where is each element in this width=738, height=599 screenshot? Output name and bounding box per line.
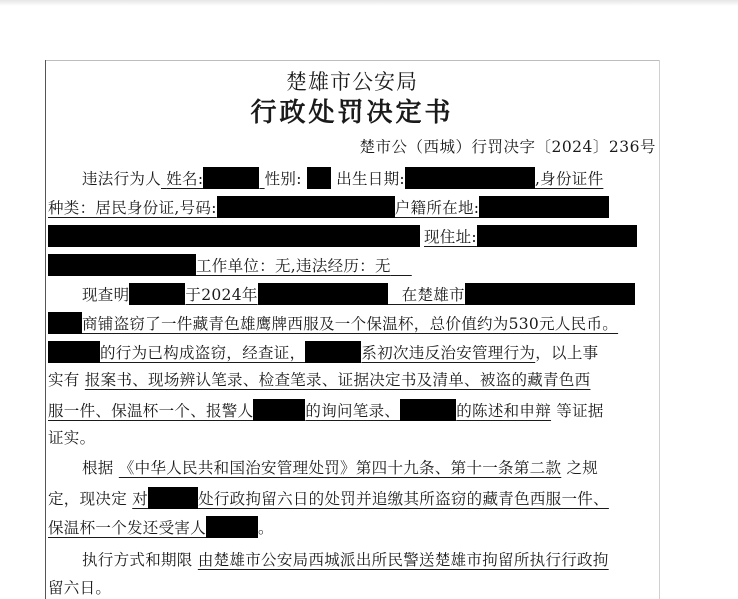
redaction-box — [258, 283, 388, 305]
text-segment: 系初次违反治安管理行为 — [361, 344, 536, 362]
text-segment: 定，现决定 — [48, 490, 128, 508]
issuing-agency: 楚雄市公安局 — [286, 70, 418, 94]
document-number: 楚市公（西城）行罚决字〔2024〕236号 — [359, 138, 656, 156]
birthdate-label: 出生日期: — [336, 170, 405, 188]
offender-line-3 — [48, 225, 637, 247]
page-edge-right — [659, 60, 660, 599]
text-segment: 证实。 — [48, 429, 96, 447]
text-segment: 现查明 — [82, 286, 130, 304]
redaction-box — [217, 196, 395, 218]
text-segment: 对 — [132, 490, 149, 508]
redaction-box — [206, 516, 258, 538]
redaction-box — [148, 487, 198, 509]
text-segment: 之规 — [566, 459, 599, 477]
text-segment: 于2024年 — [185, 286, 258, 304]
address-label: 现住址: — [424, 228, 477, 246]
redaction-box — [465, 283, 635, 305]
execution-text: 由楚雄市公安局西城派出所民警送楚雄市拘留所执行行政拘 — [197, 551, 609, 569]
redaction-box — [48, 312, 82, 334]
text-segment: 执行方式和期限 — [82, 551, 193, 569]
penalty-text: 处行政拘留六日的处罚并追缴其所盗窃的藏青色西服一件、 — [198, 490, 609, 508]
text-segment: ，以上事 — [535, 344, 599, 362]
redaction-box — [48, 254, 196, 276]
execution-line-2 — [48, 578, 111, 598]
redaction-box — [307, 167, 331, 189]
legal-basis-line-1 — [82, 458, 598, 478]
evidence-list: 报案书、现场辨认笔录、检查笔录、证据决定书及清单、被盗的藏青色西 — [84, 371, 591, 389]
page-edge-top — [45, 60, 660, 61]
text-segment: 商铺盗窃了一件藏青色雄鹰牌西服及一个保温杯，总价值约为530元人民币。 — [82, 315, 619, 333]
text-segment: 保温杯一个发还受害人 — [48, 519, 207, 537]
redaction-box — [253, 399, 305, 421]
facts-line-2 — [48, 312, 618, 334]
redaction-box — [405, 167, 535, 189]
redaction-box — [129, 283, 185, 305]
evidence-line-3 — [48, 428, 95, 448]
decision-line-1 — [48, 487, 609, 509]
evidence-line-2 — [48, 399, 604, 421]
redaction-box — [477, 225, 637, 247]
execution-line-1 — [82, 550, 609, 570]
redaction-box — [479, 196, 609, 218]
text-segment: 违法行为人 — [82, 170, 162, 188]
work-unit-text: 工作单位：无,违法经历：无 — [196, 257, 391, 275]
viewer-top-shade — [0, 0, 738, 6]
offender-line-1 — [82, 167, 603, 189]
text-segment: 在楚雄市 — [401, 286, 465, 304]
offender-line-2 — [48, 196, 609, 218]
page-edge-left — [45, 60, 46, 599]
text-segment: 的询问笔录、 — [305, 402, 401, 420]
text-segment: 的陈述和申辩 — [456, 402, 552, 420]
redaction-box — [305, 341, 361, 363]
text-segment: 根据 — [82, 459, 114, 477]
text-segment: 服一件、保温杯一个、报警人 — [48, 402, 254, 420]
id-number-label: 种类：居民身份证,号码: — [48, 199, 217, 217]
document-title: 行政处罚决定书 — [250, 98, 454, 128]
offender-line-4 — [48, 254, 412, 276]
legal-citation: 《中华人民共和国治安管理处罚》第四十九条、第十一条第二款 — [118, 459, 562, 477]
facts-line-1 — [82, 283, 635, 305]
redaction-box — [48, 225, 420, 247]
id-type-label: ,身份证件 — [534, 170, 604, 188]
text-segment: 的行为已构成盗窃，经查证， — [100, 344, 306, 362]
underline-blank — [388, 286, 402, 305]
text-segment: 留六日。 — [48, 579, 112, 597]
facts-line-3 — [48, 341, 598, 363]
redaction-box — [400, 399, 456, 421]
text-segment: 等证据 — [556, 402, 604, 420]
residence-label: 户籍所在地: — [394, 199, 480, 217]
gender-label: 性别: — [264, 170, 302, 188]
decision-line-2 — [48, 516, 274, 538]
evidence-line-1 — [48, 370, 590, 390]
redaction-box — [203, 167, 259, 189]
redaction-box — [48, 341, 100, 363]
text-segment: 实有 — [48, 371, 80, 389]
text-segment: 。 — [258, 519, 274, 537]
name-label: 姓名: — [166, 170, 204, 188]
